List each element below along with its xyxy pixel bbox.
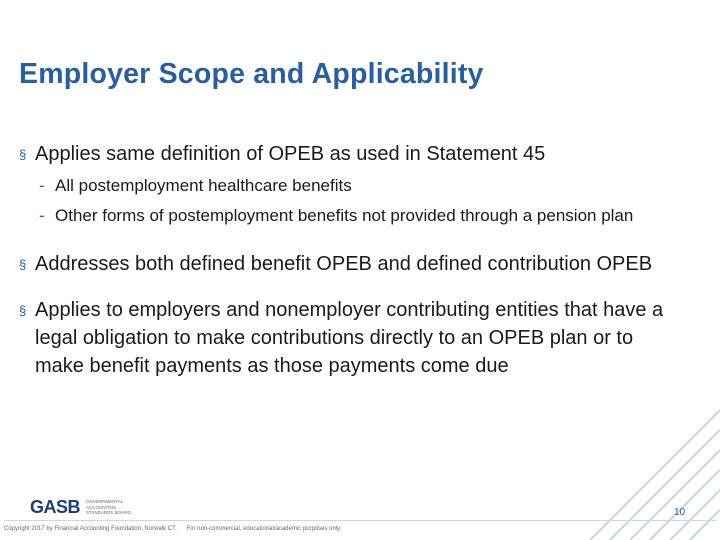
dash-icon: - (39, 206, 45, 225)
bullet-square-icon: § (19, 147, 27, 162)
sub-bullet-1 (19, 174, 679, 198)
slide-title: Employer Scope and Applicability (19, 58, 484, 90)
bullet-1-text: Applies same definition of OPEB as used in Statement 45 (35, 143, 546, 165)
dash-icon: - (39, 176, 45, 195)
bullet-1 (19, 140, 679, 168)
page-number: 10 (674, 507, 686, 518)
footer-notice: For non-commercial, educational/academic purposes only. (186, 526, 342, 532)
sub-bullet-1-text: All postemployment healthcare benefits (55, 176, 352, 195)
sub-bullet-2 (19, 204, 679, 228)
bullet-2 (19, 250, 679, 278)
footer-divider (4, 520, 716, 521)
gasb-logo-icon: GASB (30, 497, 81, 517)
bullet-square-icon: § (19, 303, 27, 318)
bullet-3 (19, 296, 679, 380)
footer (4, 526, 349, 532)
slide-content (19, 140, 679, 380)
bullet-square-icon: § (19, 257, 27, 272)
bullet-3-text: Applies to employers and nonemployer contributing entities that have a legal obligation to make contributions directly to an OPEB plan or to make benefit payments as those payments come due (35, 299, 664, 377)
gasb-logo (30, 497, 138, 518)
bullet-2-text: Addresses both defined benefit OPEB and defined contribution OPEB (35, 253, 653, 275)
sub-bullet-2-text: Other forms of postemployment benefits not provided through a pension plan (55, 206, 634, 225)
decorative-lines-icon (570, 390, 720, 540)
gasb-logo-caption: GOVERNMENTAL ACCOUNTING STANDARDS BOARD (86, 499, 131, 516)
footer-copyright: Copyright 2017 by Financial Accounting Foundation, Norwalk CT. (4, 526, 177, 532)
